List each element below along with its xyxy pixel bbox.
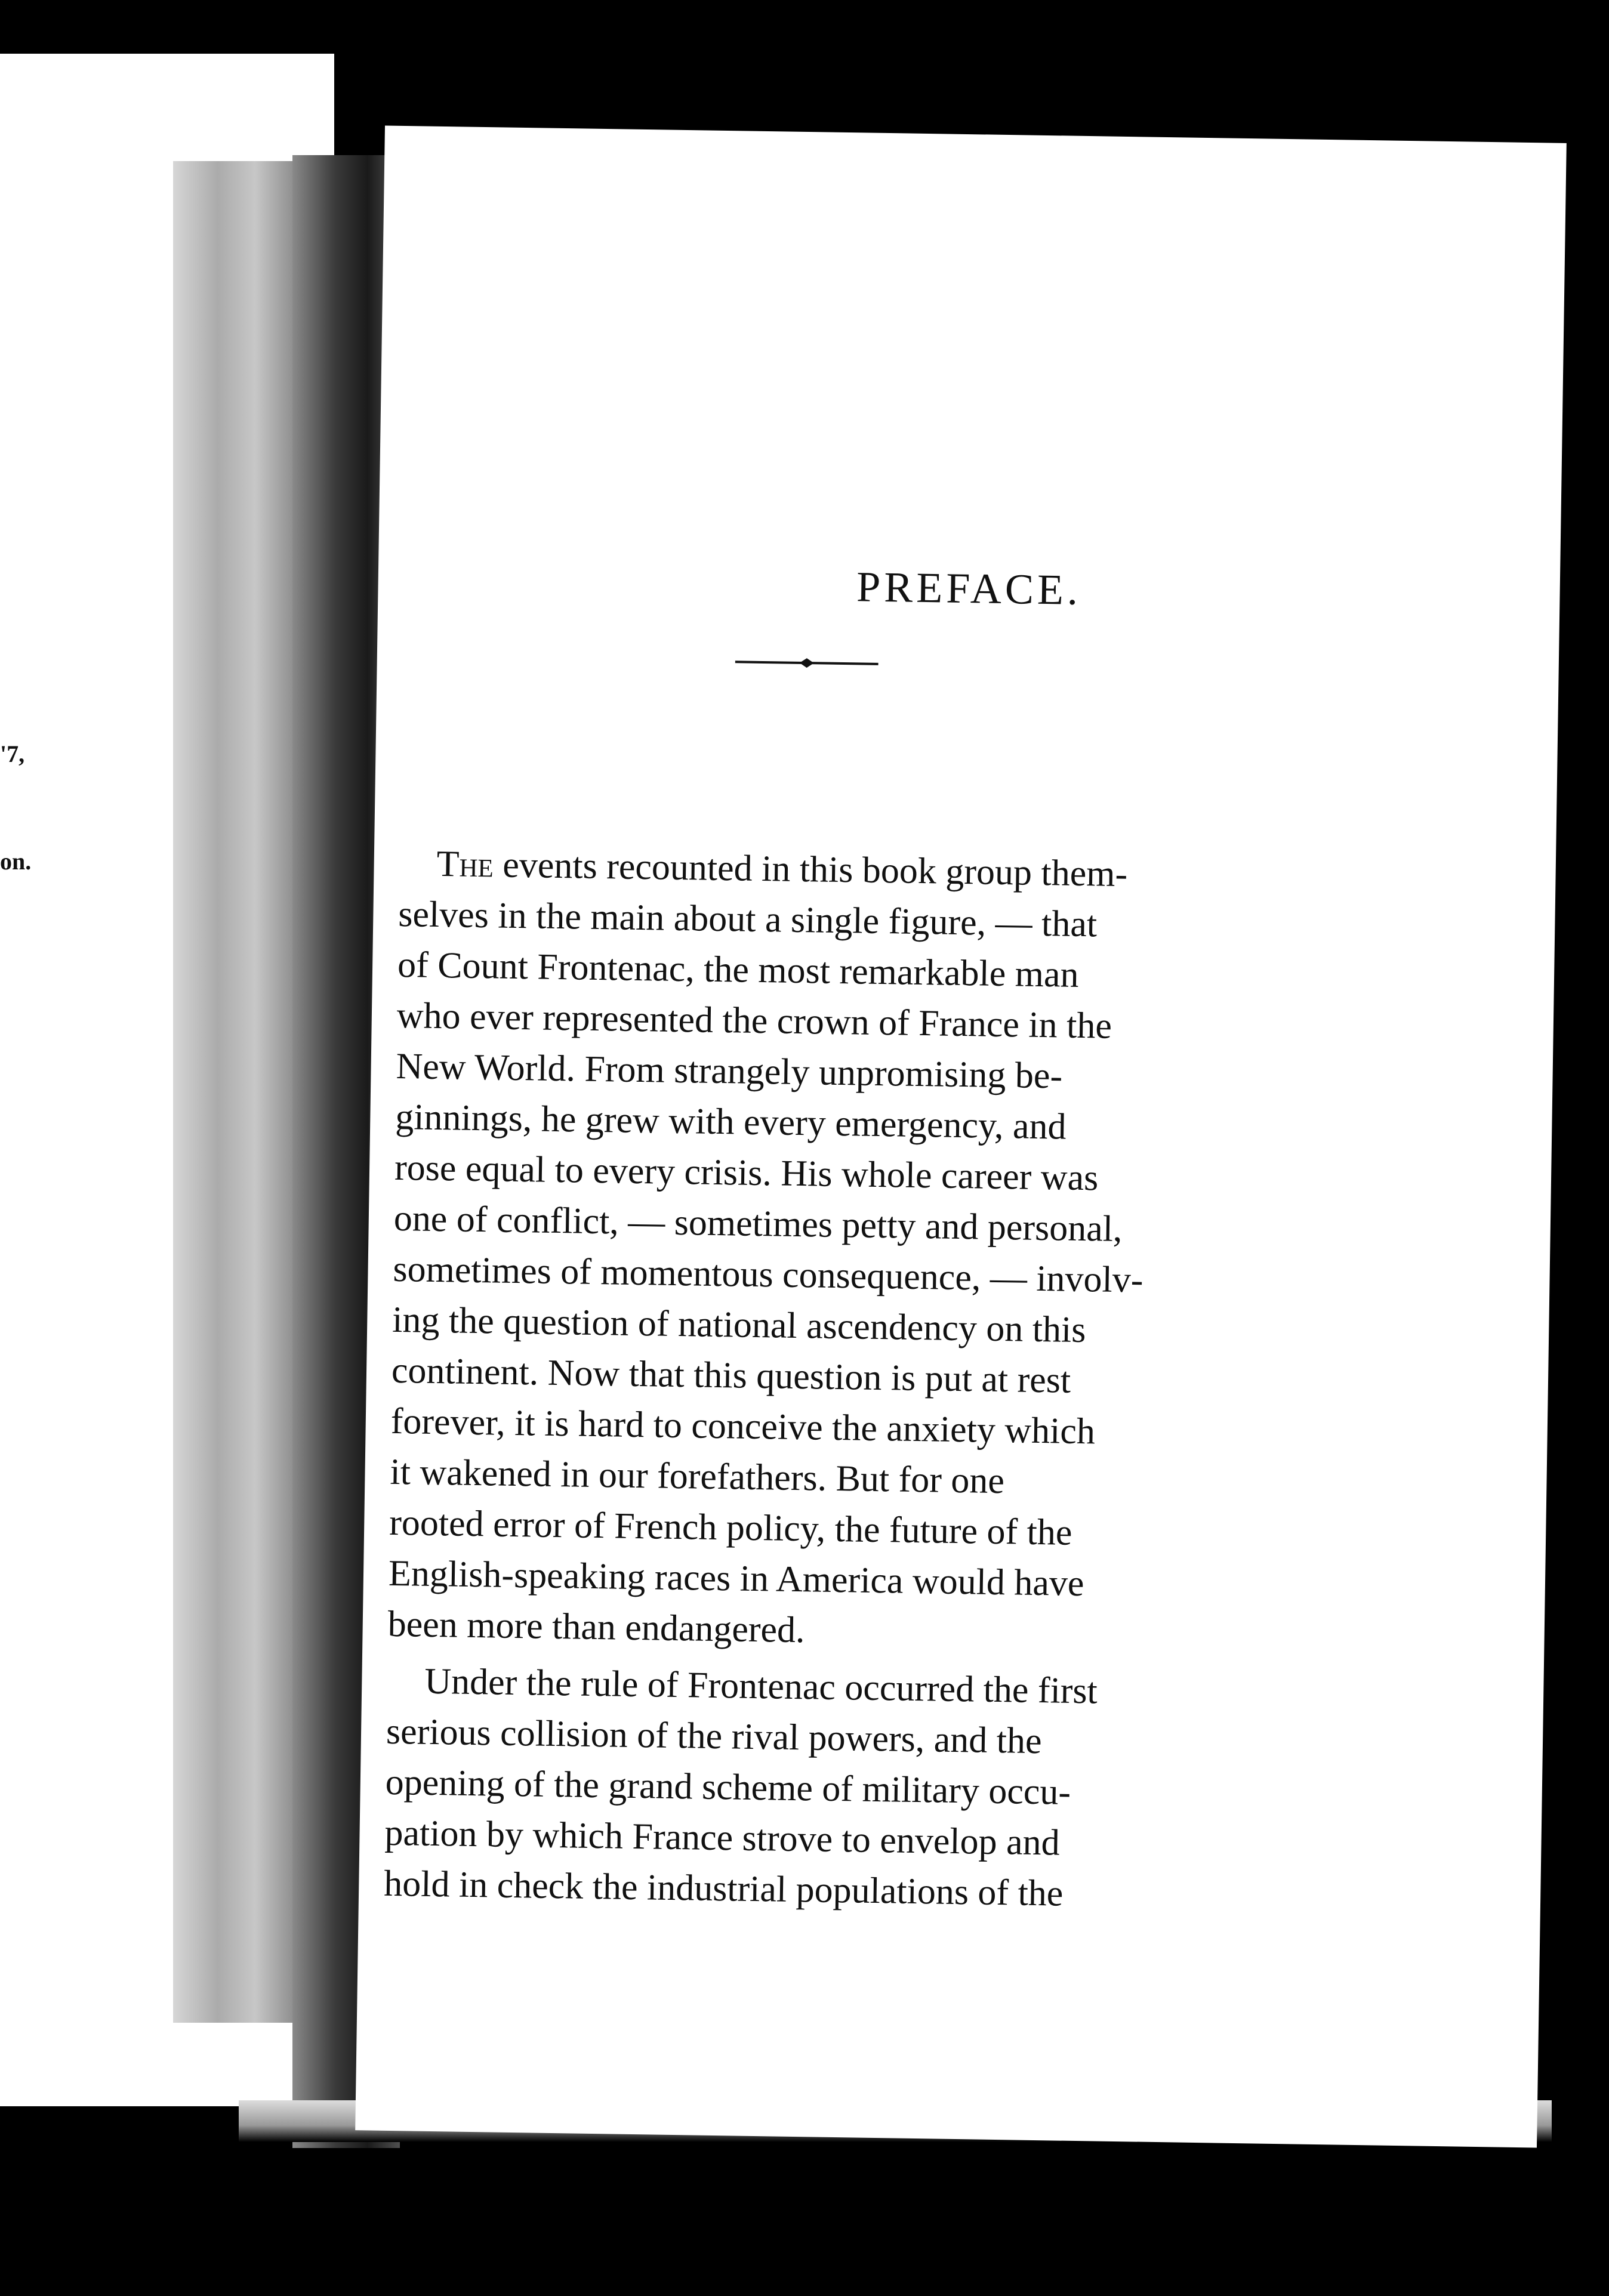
paragraph-line: pation by which France strove to envelop and xyxy=(384,1812,1061,1863)
paragraph-line: been more than endangered. xyxy=(387,1603,806,1651)
paragraph-line: selves in the main about a single figure, — that xyxy=(397,893,1098,945)
paragraph-line: rooted error of French policy, the future of the xyxy=(389,1502,1072,1553)
preface-page xyxy=(355,125,1567,2147)
drop-word: The xyxy=(436,843,494,885)
paragraph-line: English-speaking races in America would have xyxy=(388,1553,1085,1604)
paragraph-line: sometimes of momentous consequence, — involv- xyxy=(393,1248,1143,1301)
line-text: events recounted in this book group them- xyxy=(493,844,1128,895)
paragraph-line: of Count Frontenac, the most remarkable man xyxy=(397,944,1080,995)
paragraph-line: opening of the grand scheme of military occu- xyxy=(385,1761,1071,1813)
paragraph-line: one of conflict, — sometimes petty and personal, xyxy=(393,1198,1123,1250)
paragraph-line: hold in check the industrial populations of the xyxy=(383,1863,1064,1914)
previous-page-fragment: on. xyxy=(0,848,32,875)
page-title: PREFACE. xyxy=(856,563,1082,614)
paragraph-line xyxy=(436,845,1127,893)
paragraph-line: it wakened in our forefathers. But for one xyxy=(390,1451,1005,1502)
paragraph-line: rose equal to every crisis. His whole career was xyxy=(394,1147,1099,1199)
paragraph-line: ing the question of national ascendency on this xyxy=(392,1299,1086,1351)
paragraph-line: serious collision of the rival powers, and the xyxy=(386,1711,1043,1762)
paragraph-line: New World. From strangely unpromising be- xyxy=(396,1045,1063,1097)
preface-text xyxy=(377,698,1558,1914)
title-ornament xyxy=(735,656,879,670)
paragraph-line: who ever represented the crown of France in the xyxy=(396,995,1112,1047)
paragraph-line: continent. Now that this question is put at rest xyxy=(391,1350,1071,1401)
paragraph-line: Under the rule of Frontenac occurred the first xyxy=(424,1661,1098,1712)
paragraph-line: ginnings, he grew with every emergency, and xyxy=(394,1096,1067,1147)
previous-page-fragment: '7, xyxy=(0,740,25,767)
paragraph-line: forever, it is hard to conceive the anxiety which xyxy=(390,1400,1096,1452)
